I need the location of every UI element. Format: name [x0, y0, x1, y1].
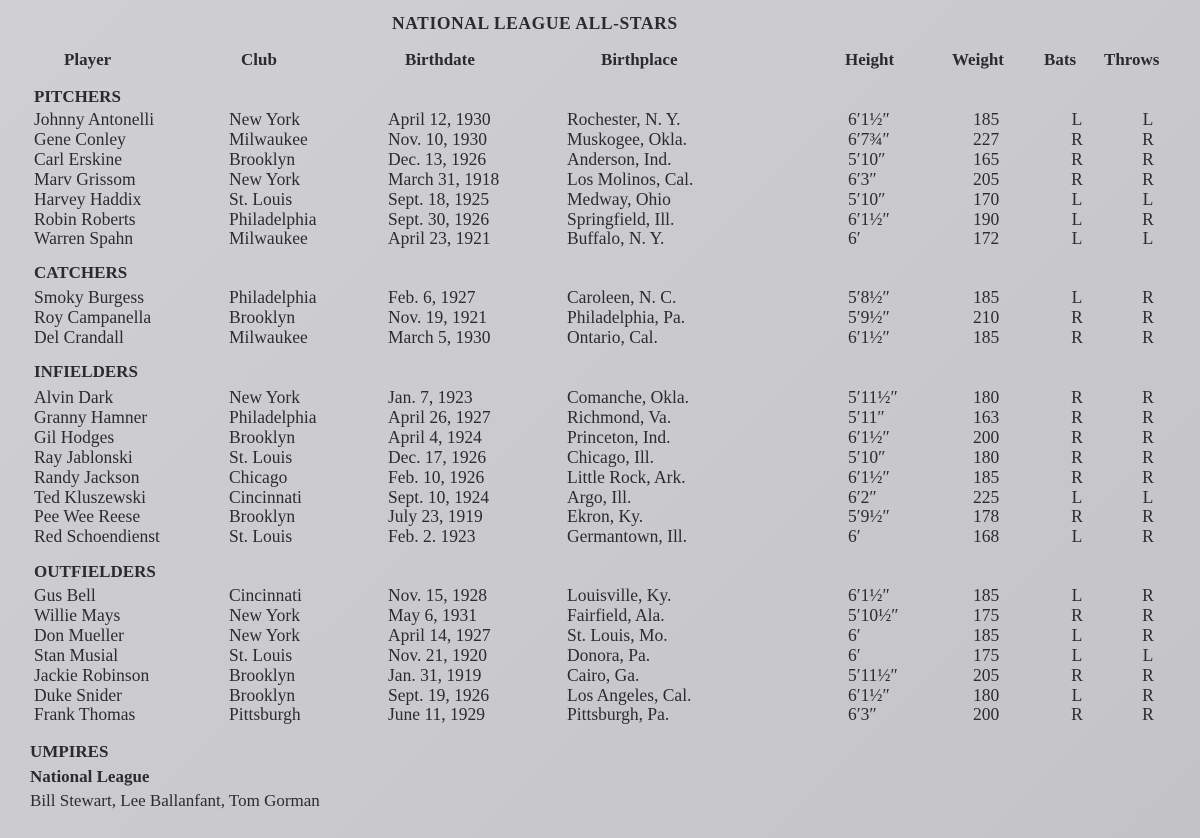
weight-cell: 180: [973, 446, 1000, 467]
umpire-names: Bill Stewart, Lee Ballanfant, Tom Gorman: [30, 791, 320, 810]
table-row: [0, 169, 1200, 189]
height-cell: 6′1½″: [848, 684, 890, 705]
bats-cell: L: [1071, 585, 1083, 605]
birthdate-cell: April 23, 1921: [388, 228, 491, 249]
table-row: [0, 109, 1200, 129]
throws-cell: R: [1142, 466, 1154, 487]
player-name-cell: Robin Roberts: [34, 208, 136, 229]
club-cell: Brooklyn: [229, 506, 296, 527]
player-name-cell: Don Mueller: [34, 624, 124, 645]
height-cell: 6′3″: [848, 168, 877, 189]
player-name-cell: Willie Mays: [34, 604, 121, 625]
player-name-cell: Johnny Antonelli: [34, 109, 155, 129]
table-row: [0, 228, 1200, 248]
bats-cell: L: [1071, 208, 1083, 229]
weight-cell: 185: [973, 287, 1000, 307]
birthdate-cell: Nov. 19, 1921: [388, 306, 488, 327]
height-cell: 6′1½″: [848, 326, 890, 347]
birthdate-cell: March 31, 1918: [388, 168, 500, 189]
bats-cell: R: [1071, 426, 1083, 447]
throws-cell: L: [1142, 188, 1154, 209]
height-cell: 6′: [848, 228, 861, 249]
weight-cell: 178: [973, 506, 1000, 527]
table-row: [0, 427, 1200, 447]
bats-cell: L: [1071, 109, 1083, 129]
player-name-cell: Marv Grissom: [34, 168, 136, 189]
weight-cell: 185: [973, 624, 1000, 645]
table-row: [0, 605, 1200, 625]
club-cell: Cincinnati: [229, 486, 302, 507]
weight-cell: 185: [973, 109, 1000, 129]
throws-cell: R: [1142, 168, 1154, 189]
player-name-cell: Gus Bell: [34, 585, 96, 605]
player-name-cell: Jackie Robinson: [34, 664, 150, 685]
height-cell: 5′11½″: [848, 387, 898, 407]
page-title: NATIONAL LEAGUE ALL-STARS: [392, 13, 678, 33]
table-row: [0, 189, 1200, 209]
height-cell: 6′2″: [848, 486, 877, 507]
section-label-pitchers: PITCHERS: [34, 87, 121, 106]
birthplace-cell: Buffalo, N. Y.: [567, 228, 665, 249]
throws-cell: R: [1142, 128, 1154, 149]
height-cell: 6′1½″: [848, 585, 890, 605]
table-row: [0, 129, 1200, 149]
throws-cell: R: [1142, 684, 1154, 705]
birthplace-cell: Chicago, Ill.: [567, 446, 654, 467]
player-name-cell: Duke Snider: [34, 684, 122, 705]
table-row: [0, 467, 1200, 487]
birthdate-cell: Sept. 10, 1924: [388, 486, 490, 507]
weight-cell: 175: [973, 604, 1000, 625]
bats-cell: R: [1071, 128, 1083, 149]
throws-cell: R: [1142, 287, 1154, 307]
bats-cell: R: [1071, 387, 1083, 407]
birthdate-cell: July 23, 1919: [388, 506, 483, 527]
bats-cell: R: [1071, 664, 1083, 685]
bats-cell: L: [1071, 228, 1083, 249]
height-cell: 5′9½″: [848, 506, 890, 527]
player-name-cell: Stan Musial: [34, 644, 119, 665]
table-row: [0, 327, 1200, 347]
table-row: [0, 526, 1200, 546]
weight-cell: 225: [973, 486, 1000, 507]
header-birthplace: Birthplace: [601, 50, 678, 69]
birthdate-cell: April 12, 1930: [388, 109, 491, 129]
birthdate-cell: Feb. 10, 1926: [388, 466, 485, 487]
table-row: [0, 645, 1200, 665]
player-name-cell: Gil Hodges: [34, 426, 115, 447]
height-cell: 6′3″: [848, 704, 877, 725]
birthplace-cell: Little Rock, Ark.: [567, 466, 686, 487]
weight-cell: 172: [973, 228, 1000, 249]
birthplace-cell: Germantown, Ill.: [567, 526, 688, 547]
section-label-umpires: UMPIRES: [30, 742, 109, 761]
birthplace-cell: Cairo, Ga.: [567, 664, 640, 685]
birthplace-cell: Muskogee, Okla.: [567, 128, 688, 149]
table-row: [0, 506, 1200, 526]
club-cell: Brooklyn: [229, 664, 296, 685]
table-row: [0, 287, 1200, 307]
player-name-cell: Harvey Haddix: [34, 188, 142, 209]
club-cell: Brooklyn: [229, 426, 296, 447]
header-birthdate: Birthdate: [405, 50, 475, 69]
player-name-cell: Ray Jablonski: [34, 446, 133, 467]
throws-cell: R: [1142, 585, 1154, 605]
bats-cell: L: [1071, 526, 1083, 547]
bats-cell: R: [1071, 326, 1083, 347]
birthdate-cell: April 4, 1924: [388, 426, 482, 447]
table-row: [0, 487, 1200, 507]
weight-cell: 163: [973, 406, 1000, 427]
umpire-league: National League: [30, 767, 150, 786]
header-weight: Weight: [952, 50, 1004, 69]
throws-cell: R: [1142, 624, 1154, 645]
header-bats: Bats: [1044, 50, 1077, 69]
table-row: [0, 307, 1200, 327]
weight-cell: 185: [973, 466, 1000, 487]
height-cell: 6′1½″: [848, 208, 890, 229]
birthdate-cell: March 5, 1930: [388, 326, 491, 347]
weight-cell: 210: [973, 306, 1000, 327]
throws-cell: R: [1142, 446, 1154, 467]
throws-cell: R: [1142, 604, 1154, 625]
birthdate-cell: Dec. 13, 1926: [388, 148, 487, 169]
bats-cell: L: [1071, 644, 1083, 665]
table-row: [0, 685, 1200, 705]
bats-cell: R: [1071, 466, 1083, 487]
club-cell: New York: [229, 624, 300, 645]
club-cell: St. Louis: [229, 188, 293, 209]
birthplace-cell: Anderson, Ind.: [567, 148, 672, 169]
club-cell: Philadelphia: [229, 406, 317, 427]
weight-cell: 185: [973, 585, 1000, 605]
birthplace-cell: Pittsburgh, Pa.: [567, 704, 670, 725]
club-cell: Philadelphia: [229, 287, 317, 307]
birthdate-cell: Sept. 19, 1926: [388, 684, 490, 705]
club-cell: Brooklyn: [229, 148, 296, 169]
throws-cell: R: [1142, 526, 1154, 547]
weight-cell: 180: [973, 387, 1000, 407]
birthplace-cell: Los Molinos, Cal.: [567, 168, 694, 189]
birthplace-cell: Medway, Ohio: [567, 188, 671, 209]
weight-cell: 205: [973, 664, 1000, 685]
header-player: Player: [64, 50, 112, 69]
birthdate-cell: Jan. 7, 1923: [388, 387, 473, 407]
birthdate-cell: Sept. 30, 1926: [388, 208, 490, 229]
birthplace-cell: Princeton, Ind.: [567, 426, 671, 447]
weight-cell: 185: [973, 326, 1000, 347]
throws-cell: R: [1142, 664, 1154, 685]
bats-cell: R: [1071, 506, 1083, 527]
table-row: [0, 209, 1200, 229]
birthplace-cell: Caroleen, N. C.: [567, 287, 677, 307]
birthplace-cell: Richmond, Va.: [567, 406, 672, 427]
height-cell: 6′1½″: [848, 109, 890, 129]
club-cell: Chicago: [229, 466, 288, 487]
bats-cell: R: [1071, 168, 1083, 189]
throws-cell: R: [1142, 208, 1154, 229]
weight-cell: 165: [973, 148, 1000, 169]
birthplace-cell: Rochester, N. Y.: [567, 109, 681, 129]
section-label-infielders: INFIELDERS: [34, 362, 138, 381]
throws-cell: R: [1142, 326, 1154, 347]
height-cell: 5′10″: [848, 446, 886, 467]
weight-cell: 170: [973, 188, 1000, 209]
section-label-outfielders: OUTFIELDERS: [34, 562, 156, 581]
player-name-cell: Frank Thomas: [34, 704, 136, 725]
height-cell: 5′10″: [848, 148, 886, 169]
club-cell: New York: [229, 604, 300, 625]
throws-cell: L: [1142, 228, 1154, 249]
player-name-cell: Gene Conley: [34, 128, 126, 149]
throws-cell: R: [1142, 704, 1154, 725]
weight-cell: 205: [973, 168, 1000, 189]
throws-cell: R: [1142, 406, 1154, 427]
weight-cell: 227: [973, 128, 1000, 149]
player-name-cell: Carl Erskine: [34, 148, 122, 169]
bats-cell: R: [1071, 148, 1083, 169]
birthplace-cell: Fairfield, Ala.: [567, 604, 665, 625]
throws-cell: R: [1142, 387, 1154, 407]
section-label-catchers: CATCHERS: [34, 263, 128, 282]
birthdate-cell: Jan. 31, 1919: [388, 664, 482, 685]
table-row: [0, 407, 1200, 427]
birthdate-cell: April 14, 1927: [388, 624, 491, 645]
club-cell: Milwaukee: [229, 128, 308, 149]
throws-cell: R: [1142, 306, 1154, 327]
table-row: [0, 387, 1200, 407]
club-cell: Cincinnati: [229, 585, 302, 605]
player-name-cell: Smoky Burgess: [34, 287, 145, 307]
birthdate-cell: May 6, 1931: [388, 604, 477, 625]
header-throws: Throws: [1104, 50, 1160, 69]
player-name-cell: Roy Campanella: [34, 306, 152, 327]
bats-cell: R: [1071, 604, 1083, 625]
club-cell: Brooklyn: [229, 306, 296, 327]
throws-cell: R: [1142, 426, 1154, 447]
weight-cell: 168: [973, 526, 1000, 547]
weight-cell: 200: [973, 426, 1000, 447]
height-cell: 5′11″: [848, 406, 885, 427]
player-name-cell: Alvin Dark: [34, 387, 114, 407]
player-name-cell: Del Crandall: [34, 326, 124, 347]
club-cell: Philadelphia: [229, 208, 317, 229]
table-row: [0, 585, 1200, 605]
birthplace-cell: Comanche, Okla.: [567, 387, 689, 407]
birthplace-cell: St. Louis, Mo.: [567, 624, 668, 645]
birthdate-cell: Nov. 15, 1928: [388, 585, 488, 605]
height-cell: 5′10″: [848, 188, 886, 209]
bats-cell: L: [1071, 486, 1083, 507]
bats-cell: R: [1071, 446, 1083, 467]
header-height: Height: [845, 50, 895, 69]
height-cell: 5′8½″: [848, 287, 890, 307]
weight-cell: 175: [973, 644, 1000, 665]
birthplace-cell: Louisville, Ky.: [567, 585, 672, 605]
club-cell: St. Louis: [229, 644, 293, 665]
birthdate-cell: Dec. 17, 1926: [388, 446, 487, 467]
weight-cell: 200: [973, 704, 1000, 725]
player-name-cell: Warren Spahn: [34, 228, 134, 249]
bats-cell: R: [1071, 306, 1083, 327]
bats-cell: R: [1071, 406, 1083, 427]
height-cell: 5′11½″: [848, 664, 898, 685]
birthdate-cell: Nov. 10, 1930: [388, 128, 488, 149]
player-name-cell: Randy Jackson: [34, 466, 140, 487]
birthdate-cell: April 26, 1927: [388, 406, 491, 427]
club-cell: St. Louis: [229, 446, 293, 467]
table-row: [0, 625, 1200, 645]
bats-cell: L: [1071, 624, 1083, 645]
birthplace-cell: Springfield, Ill.: [567, 208, 675, 229]
birthdate-cell: June 11, 1929: [388, 704, 486, 725]
throws-cell: R: [1142, 506, 1154, 527]
birthplace-cell: Los Angeles, Cal.: [567, 684, 692, 705]
table-row: [0, 149, 1200, 169]
height-cell: 6′: [848, 526, 861, 547]
player-name-cell: Red Schoendienst: [34, 526, 160, 547]
bats-cell: L: [1071, 188, 1083, 209]
birthdate-cell: Feb. 2. 1923: [388, 526, 476, 547]
club-cell: Brooklyn: [229, 684, 296, 705]
player-name-cell: Pee Wee Reese: [34, 506, 141, 527]
table-row: [0, 447, 1200, 467]
header-club: Club: [241, 50, 277, 69]
bats-cell: L: [1071, 287, 1083, 307]
player-name-cell: Granny Hamner: [34, 406, 148, 427]
club-cell: St. Louis: [229, 526, 293, 547]
weight-cell: 180: [973, 684, 1000, 705]
height-cell: 6′: [848, 624, 861, 645]
club-cell: New York: [229, 109, 300, 129]
height-cell: 6′1½″: [848, 466, 890, 487]
bats-cell: L: [1071, 684, 1083, 705]
table-row: [0, 665, 1200, 685]
throws-cell: R: [1142, 148, 1154, 169]
height-cell: 6′: [848, 644, 861, 665]
throws-cell: L: [1142, 109, 1154, 129]
throws-cell: L: [1142, 486, 1154, 507]
player-name-cell: Ted Kluszewski: [34, 486, 147, 507]
birthdate-cell: Nov. 21, 1920: [388, 644, 488, 665]
birthplace-cell: Philadelphia, Pa.: [567, 306, 686, 327]
birthdate-cell: Feb. 6, 1927: [388, 287, 476, 307]
weight-cell: 190: [973, 208, 1000, 229]
birthplace-cell: Argo, Ill.: [567, 486, 632, 507]
height-cell: 6′7¾″: [848, 128, 890, 149]
club-cell: New York: [229, 168, 300, 189]
birthplace-cell: Ekron, Ky.: [567, 506, 644, 527]
table-row: [0, 704, 1200, 724]
club-cell: Milwaukee: [229, 228, 308, 249]
height-cell: 6′1½″: [848, 426, 890, 447]
birthdate-cell: Sept. 18, 1925: [388, 188, 490, 209]
club-cell: Pittsburgh: [229, 704, 301, 725]
club-cell: Milwaukee: [229, 326, 308, 347]
bats-cell: R: [1071, 704, 1083, 725]
club-cell: New York: [229, 387, 300, 407]
birthplace-cell: Donora, Pa.: [567, 644, 651, 665]
height-cell: 5′9½″: [848, 306, 890, 327]
height-cell: 5′10½″: [848, 604, 899, 625]
throws-cell: L: [1142, 644, 1154, 665]
birthplace-cell: Ontario, Cal.: [567, 326, 658, 347]
